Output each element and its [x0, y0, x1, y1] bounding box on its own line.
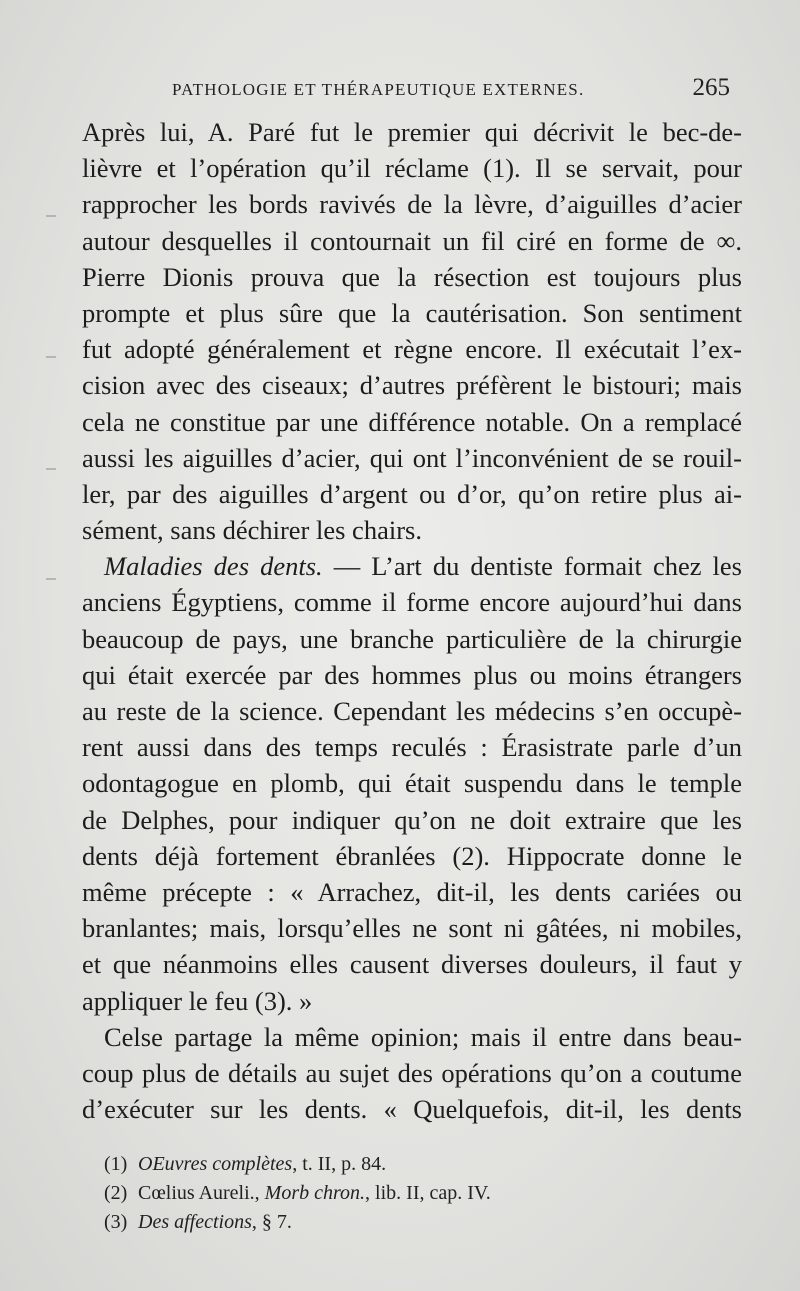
- text-line: anciens Égyptiens, comme il forme encore aujourd’hui dans: [82, 587, 742, 618]
- text-line: cision avec des ciseaux; d’autres préfèrent le bistouri; mais: [82, 370, 742, 401]
- text-line: ler, par des aiguilles d’argent ou d’or, qu’on retire plus ai-: [82, 478, 742, 509]
- text-line: Après lui, A. Paré fut le premier qui décrivit le bec-de-: [82, 117, 742, 147]
- text-line: rent aussi dans des temps reculés : Érasistrate parle d’un: [82, 732, 742, 763]
- text-line: branlantes; mais, lorsqu’elles ne sont ni gâtées, ni mobiles,: [82, 913, 742, 944]
- footnote: [104, 1179, 724, 1208]
- text-line: de Delphes, pour indiquer qu’on ne doit extraire que les: [82, 804, 742, 835]
- footnote-title: Morb chron.: [264, 1182, 366, 1204]
- paragraph-lead-line: [82, 548, 742, 584]
- section-heading-italic: Maladies des dents.: [104, 551, 323, 582]
- text-line: même précepte : « Arrachez, dit-il, les dents cariées ou: [82, 876, 742, 907]
- text-line: dents déjà fortement ébranlées (2). Hippocrate donne le: [82, 840, 742, 871]
- text-line: beaucoup de pays, une branche particulière de la chirurgie: [82, 623, 742, 654]
- text-line: autour desquelles il contournait un fil ciré en forme de ∞.: [82, 225, 742, 256]
- footnotes: [104, 1150, 724, 1237]
- margin-mark: [46, 356, 56, 358]
- text-line: Celse partage la même opinion; mais il entre dans beau-: [104, 1021, 742, 1052]
- text-line: qui était exercée par des hommes plus ou moins étrangers: [82, 659, 742, 690]
- footnote-author: Cœlius Aureli.,: [138, 1182, 265, 1204]
- page-number: 265: [692, 74, 730, 101]
- footnote-detail: , t. II, p. 84.: [292, 1153, 387, 1175]
- text-line: d’exécuter sur les dents. « Quelquefois, dit-il, les dents: [82, 1094, 742, 1125]
- running-title: PATHOLOGIE ET THÉRAPEUTIQUE EXTERNES.: [172, 80, 585, 99]
- footnote-title: Des affections: [138, 1211, 252, 1233]
- text-line: lièvre et l’opération qu’il réclame (1). Il se servait, pour: [82, 153, 742, 184]
- page-header: [172, 74, 732, 104]
- text-line: aussi les aiguilles d’acier, qui ont l’inconvénient de se rouil-: [82, 442, 742, 473]
- text-line: cela ne constitue par une différence notable. On a remplacé: [82, 406, 742, 437]
- text-line: coup plus de détails au sujet des opérations qu’on a coutume: [82, 1057, 742, 1088]
- footnote-detail: , § 7.: [251, 1211, 292, 1233]
- margin-mark: [46, 468, 56, 470]
- footnote-number: (1): [104, 1153, 128, 1175]
- text-line: au reste de la science. Cependant les médecins s’en occupè-: [82, 696, 742, 726]
- footnote: [104, 1150, 724, 1179]
- text-line: appliquer le feu (3). »: [82, 985, 313, 1016]
- paragraph-lead-text: — L’art du dentiste formait chez les: [322, 551, 742, 582]
- body-text: [82, 114, 742, 1127]
- margin-mark: [46, 215, 56, 217]
- footnote: [104, 1208, 724, 1237]
- footnote-detail: , lib. II, cap. IV.: [365, 1182, 491, 1204]
- text-line: odontagogue en plomb, qui était suspendu dans le temple: [82, 768, 742, 799]
- footnote-title: OEuvres complètes: [138, 1153, 293, 1175]
- text-line: fut adopté généralement et règne encore. Il exécutait l’ex-: [82, 334, 742, 365]
- text-line: Pierre Dionis prouva que la résection est toujours plus: [82, 261, 742, 292]
- footnote-number: (2): [104, 1182, 128, 1204]
- text-line: prompte et plus sûre que la cautérisation. Son sentiment: [82, 297, 742, 328]
- text-line: rapprocher les bords ravivés de la lèvre, d’aiguilles d’acier: [82, 189, 742, 220]
- margin-mark: [46, 578, 56, 580]
- text-line: sément, sans déchirer les chairs.: [82, 515, 422, 546]
- text-line: et que néanmoins elles causent diverses douleurs, il faut y: [82, 949, 742, 980]
- footnote-number: (3): [104, 1211, 128, 1233]
